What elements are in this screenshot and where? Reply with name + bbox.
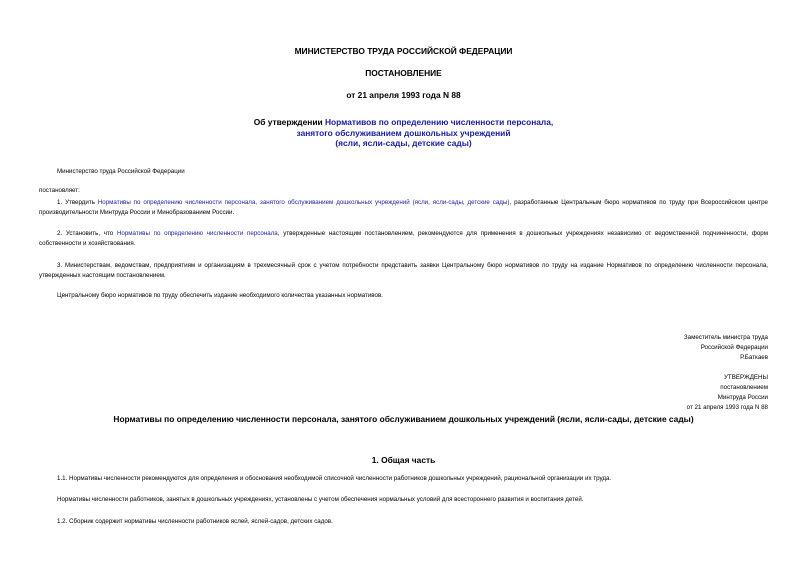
signature-country: Российской Федерации bbox=[700, 344, 768, 351]
item-3-paragraph: 3. Министерствам, ведомствам, предприятиям и организациям в трехмесячный срок с учетом потребности представить заявки Центральному бюро нормативов по труду на издание Нормативов по определению численности персонала, утвержденных настоящим постановлением. bbox=[39, 262, 768, 279]
document-date: от 21 апреля 1993 года N 88 bbox=[346, 90, 461, 100]
title-link-line1[interactable]: Нормативов по определению численности персонала, bbox=[324, 117, 554, 127]
item-2-paragraph bbox=[39, 229, 768, 249]
approval-by: постановлением bbox=[720, 384, 768, 391]
section-1-heading: 1. Общая часть bbox=[371, 455, 436, 465]
ministry-heading: МИНИСТЕРСТВО ТРУДА РОССИЙСКОЙ ФЕДЕРАЦИИ bbox=[294, 46, 513, 56]
item-1-suffix: , разработанные Центральным бюро нормативов по труду при Всероссийском центре производительности Минтруда России и Минобразованием России. bbox=[39, 199, 768, 216]
item-2-prefix: 2. Установить, что bbox=[57, 230, 117, 237]
item-1-prefix: 1. Утвердить bbox=[57, 199, 98, 206]
item-2-suffix: , утвержденные настоящим постановлением, рекомендуются для применения в дошкольных учреждениях независимо от ведомственной подчиненности, форм собственности и хозяйствования. bbox=[39, 230, 768, 247]
item-2-link[interactable]: Нормативы по определению численности персонала bbox=[116, 230, 278, 237]
signature-block bbox=[684, 333, 768, 363]
signature-name: Р.Баткаев bbox=[740, 354, 768, 361]
approval-block bbox=[687, 373, 768, 413]
signature-position: Заместитель министра труда bbox=[683, 334, 768, 341]
approval-ministry: Минтруда России bbox=[717, 394, 768, 401]
section-1-paragraph-1: 1.1. Нормативы численности рекомендуются для определения и обоснования необходимой списочной численности работников дошкольных учреждений, рациональной организации их труда. bbox=[57, 475, 612, 482]
item-4-paragraph: Центральному бюро нормативов по труду обеспечить издание необходимого количества указанных нормативов. bbox=[57, 292, 383, 299]
decree-title bbox=[0, 117, 807, 149]
document-type: ПОСТАНОВЛЕНИЕ bbox=[365, 68, 442, 78]
title-prefix: Об утверждении bbox=[253, 117, 325, 127]
title-link-line2[interactable]: занятого обслуживанием дошкольных учреждений bbox=[296, 127, 511, 138]
norms-title: Нормативы по определению численности персонала, занятого обслуживанием дошкольных учреждений (ясли, ясли-сады, детские сады) bbox=[113, 414, 694, 424]
item-1-paragraph bbox=[39, 198, 768, 218]
item-1-link[interactable]: Нормативы по определению численности персонала, занятого обслуживанием дошкольных учреждений (ясли, ясли-сады, детские сады) bbox=[97, 199, 510, 206]
title-link-line3[interactable]: (ясли, ясли-сады, детские сады) bbox=[335, 138, 472, 148]
approval-date: от 21 апреля 1993 года N 88 bbox=[686, 404, 768, 411]
section-1-paragraph-2: Нормативы численности работников, занятых в дошкольных учреждениях, установлены с учетом обеспечения нормальных условий для всестороннего развития и воспитания детей. bbox=[57, 496, 584, 503]
issuer-text: Министерство труда Российской Федерации bbox=[57, 168, 185, 175]
approval-heading: УТВЕРЖДЕНЫ bbox=[724, 374, 768, 381]
section-1-paragraph-3: 1.2. Сборник содержит нормативы численности работников яслей, яслей-садов, детских садов. bbox=[57, 518, 333, 525]
decrees-text: постановляет: bbox=[39, 187, 80, 194]
